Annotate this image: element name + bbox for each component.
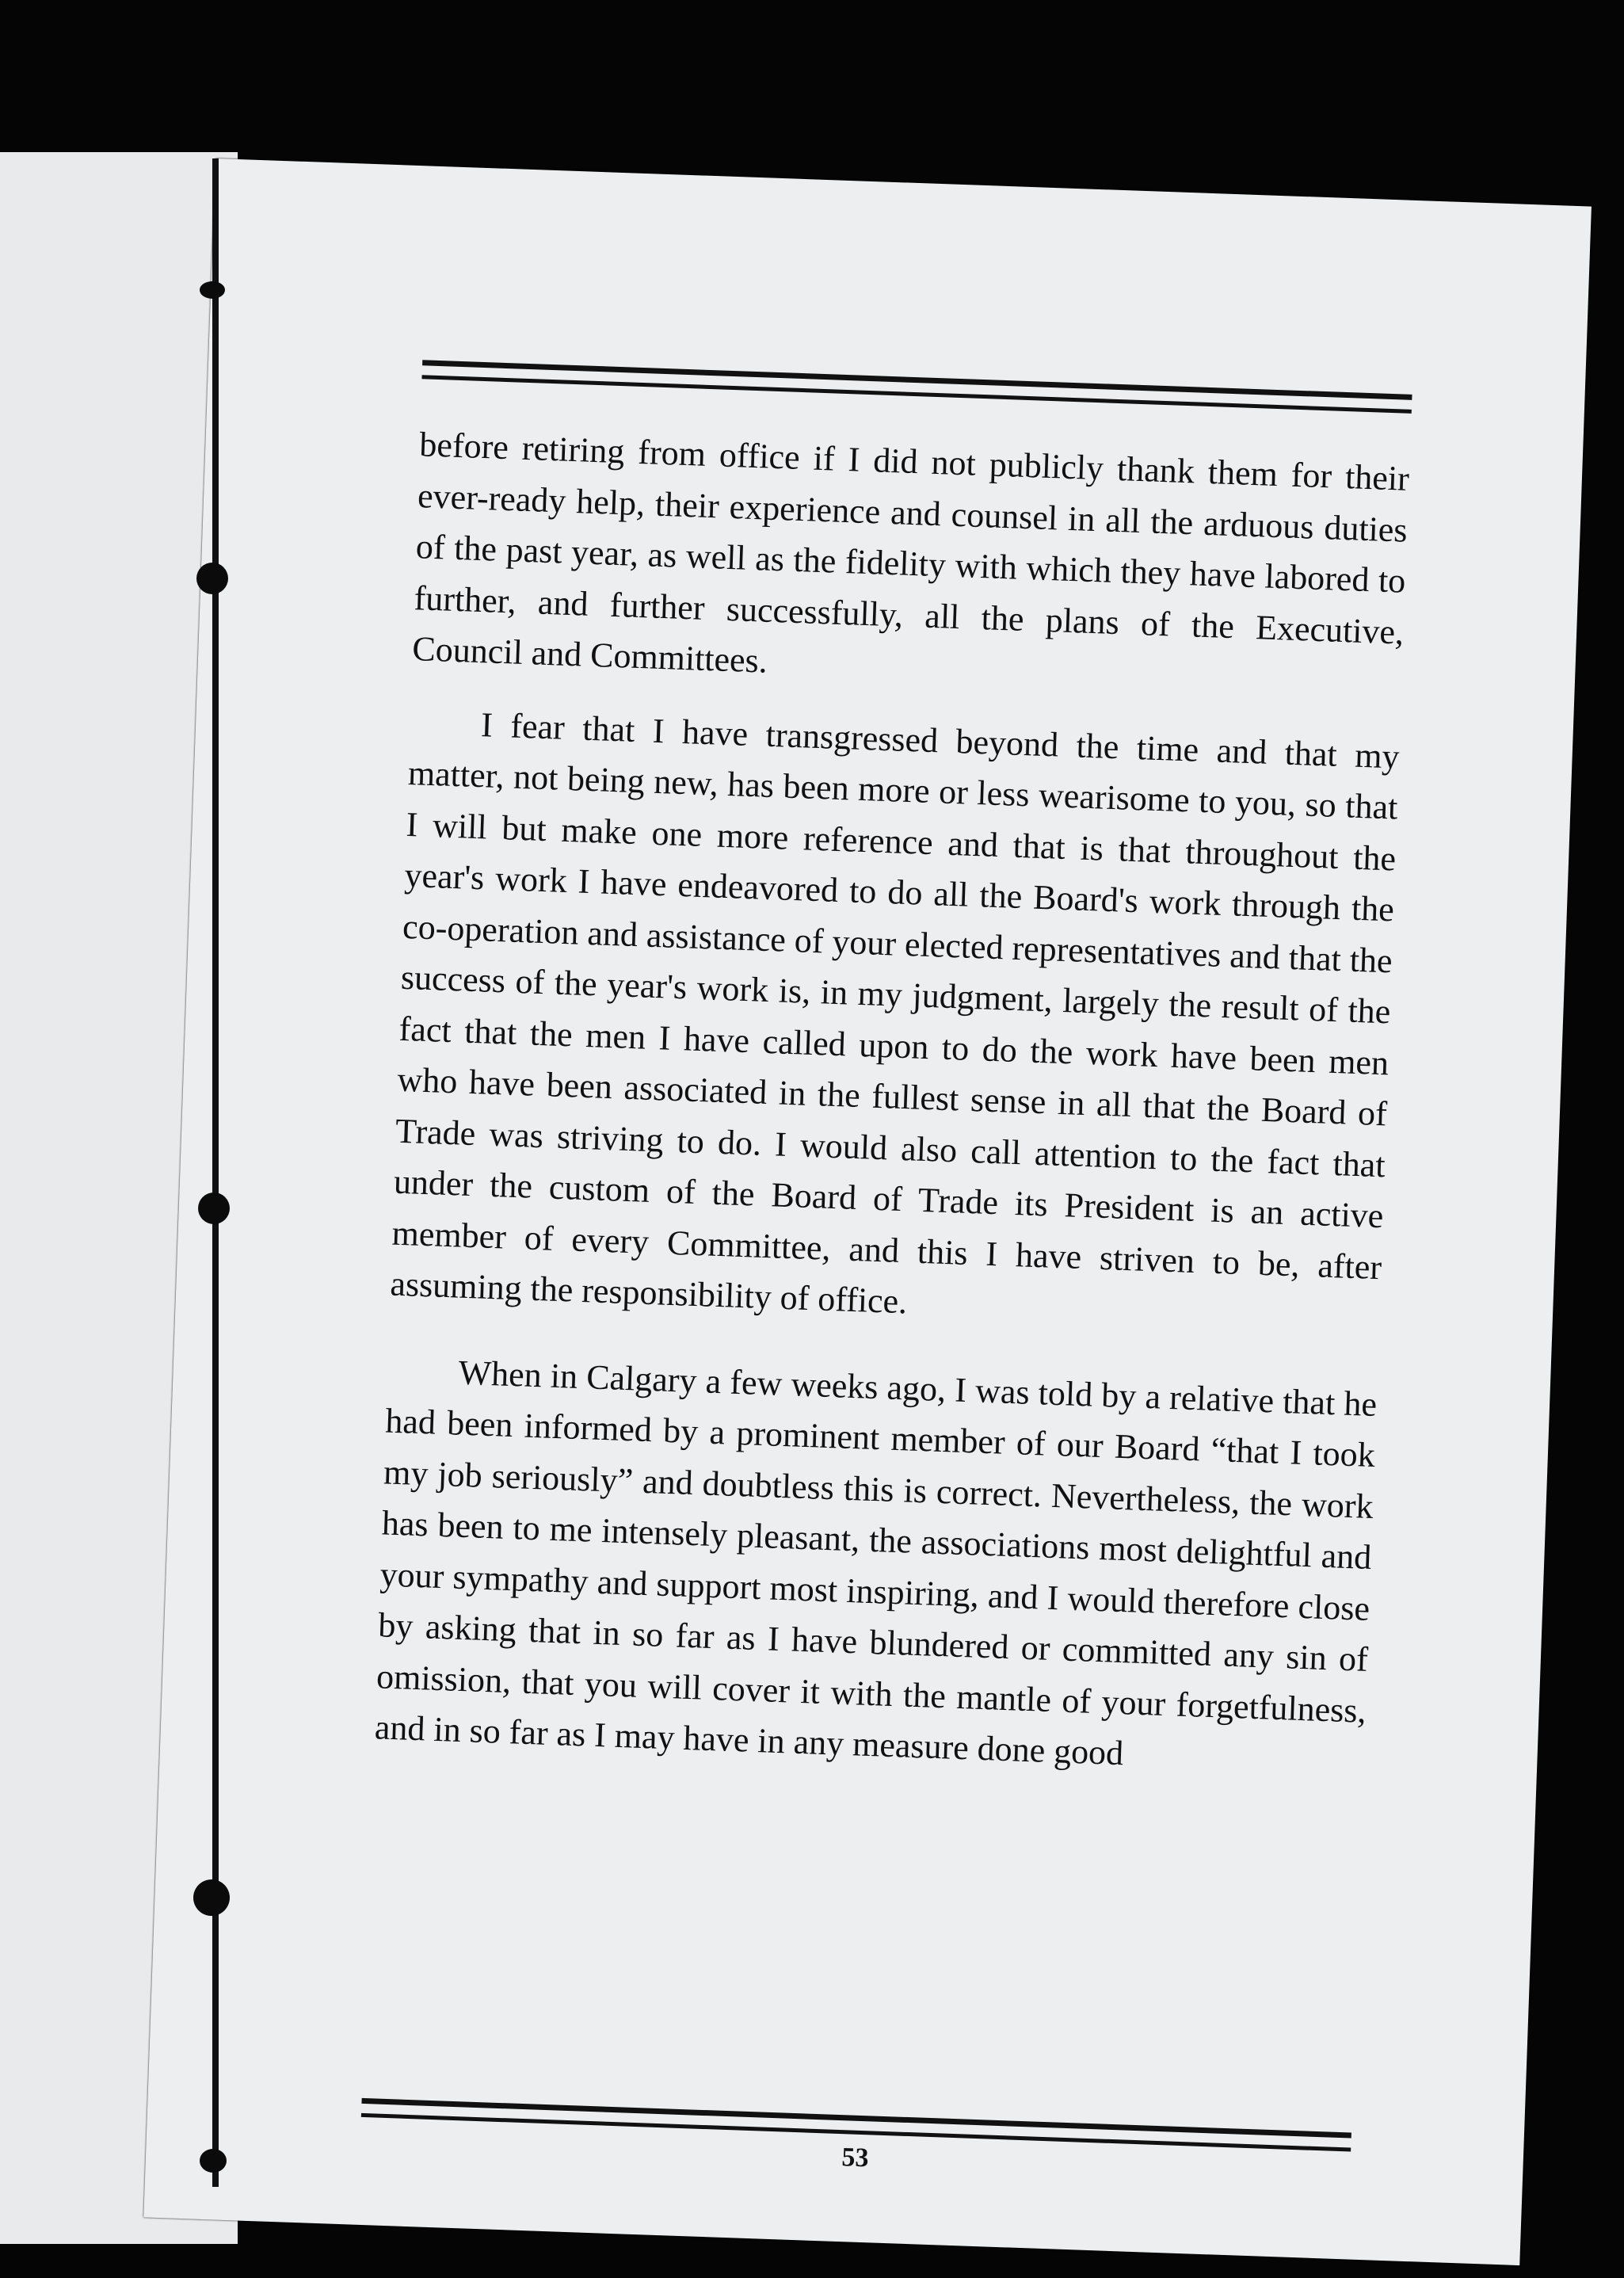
binding-stitch	[196, 563, 228, 594]
page-number: 53	[841, 2143, 870, 2173]
paragraph-3: When in Calgary a few weeks ago, I was told by a relative that he had been informed by a prominent member of our Board “that I took my job seriously” and doubtless this is correct. Nevertheless, the work has been to me intensely pleasant, the associations most delightful and your sympathy and support most inspiring, and I would therefore close by asking that in so far as I have blundered or committed any sin of omission, that you will cover it with the mantle of your forgetfulness, and in so far as I may have in any measure done good	[374, 1353, 1378, 1773]
page-body-text	[373, 419, 1410, 1810]
binding-stitch	[200, 2149, 227, 2173]
binding-stitch	[200, 281, 225, 299]
binding-stitch	[198, 1192, 230, 1224]
binding-stitch	[193, 1879, 230, 1916]
top-double-rule	[421, 360, 1412, 423]
paragraph-2: I fear that I have transgressed beyond the time and that my matter, not being new, has been more or less wearisome to you, so that I will but make one more reference and that is that throughout the year's work I have endeavored to do all the Board's work through the co-operation and assistance of your elected representatives and that the success of the year's work is, in my judgment, largely the result of the fact that the men I have called upon to do the work have been men who have been associated in the fullest sense in all that the Board of Trade was striving to do. I would also call attention to the fact that under the custom of the Board of Trade its President is an active member of every Committee, and this I have striven to be, after assuming the responsibility of office.	[389, 704, 1401, 1322]
book-page	[143, 158, 1592, 2265]
paragraph-1: before retiring from office if I did not publicly thank them for their ever-ready help, their experience and counsel in all the arduous duties of the past year, as well as the fidelity with which they have labored to further, and further successfully, all the plans of the Executive, Council and Committees.	[411, 425, 1410, 681]
